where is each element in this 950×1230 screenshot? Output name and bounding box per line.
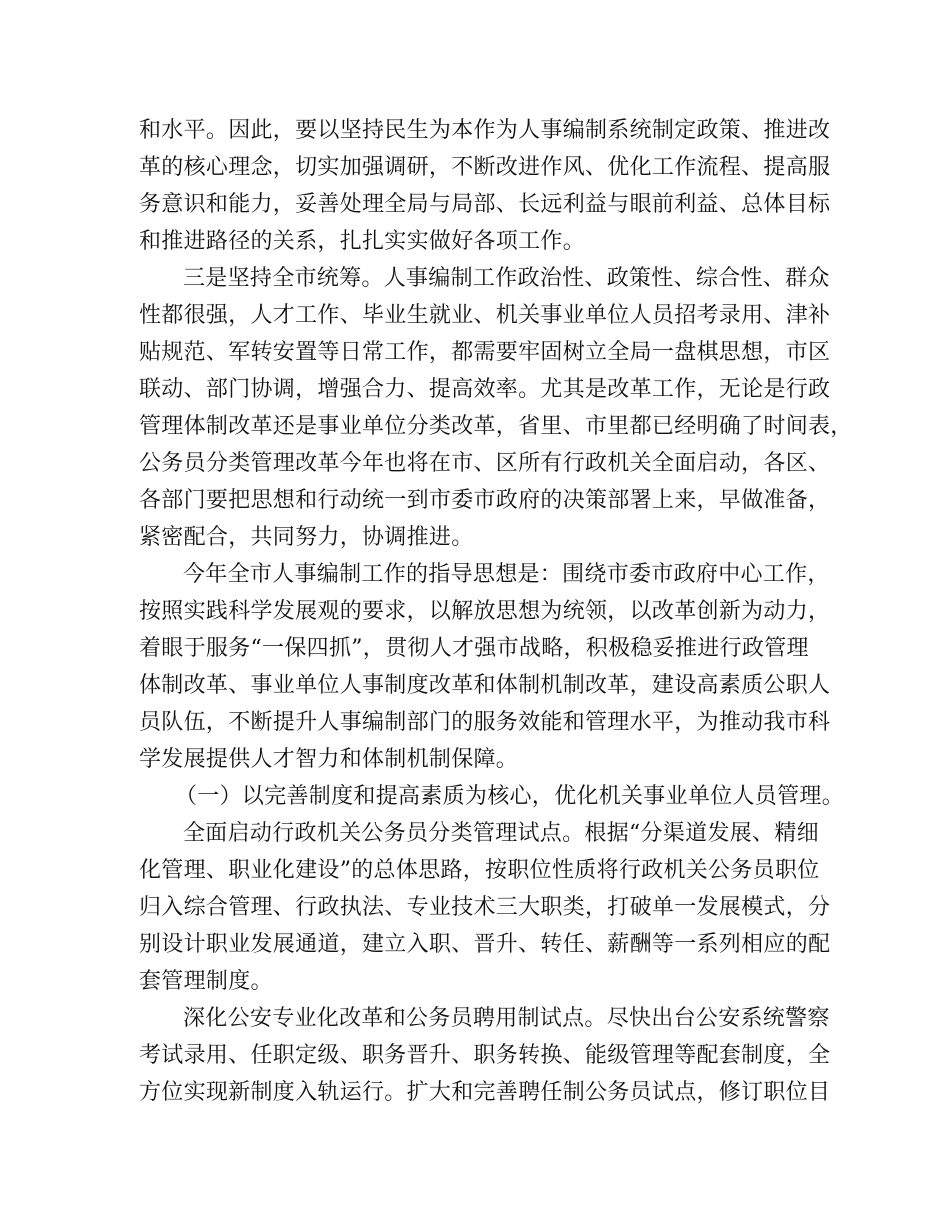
paragraph-line: 方位实现新制度入轨运行。扩大和完善聘任制公务员试点，修订职位目 [139,1080,831,1105]
paragraph-line: 三是坚持全市统筹。人事编制工作政治性、政策性、综合性、群众 [183,266,830,291]
paragraph-line: 贴规范、军转安置等日常工作，都需要牢固树立全局一盘棋思想，市区 [139,340,831,365]
paragraph-line: 和推进路径的关系，扎扎实实做好各项工作。 [139,229,586,254]
paragraph-line: 套管理制度。 [139,969,273,994]
paragraph-line: 革的核心理念，切实加强调研，不断改进作风、优化工作流程、提高服 [139,155,831,180]
paragraph-line: 和水平。因此，要以坚持民生为本作为人事编制系统制定政策、推进改 [139,118,831,143]
paragraph-line: 联动、部门协调，增强合力、提高效率。尤其是改革工作，无论是行政 [139,377,831,402]
paragraph-line: 体制改革、事业单位人事制度改革和体制机制改革，建设高素质公职人 [139,673,831,698]
paragraph-line: 化管理、职业化建设”的总体思路，按职位性质将行政机关公务员职位 [139,858,820,883]
paragraph-line: 管理体制改革还是事业单位分类改革，省里、市里都已经明确了时间表， [139,414,853,439]
paragraph-line: 按照实践科学发展观的要求，以解放思想为统领，以改革创新为动力， [139,599,831,624]
paragraph-line: 着眼于服务“一保四抓”，贯彻人才强市战略，积极稳妥推进行政管理 [139,636,809,661]
paragraph-line: 务意识和能力，妥善处理全局与局部、长远利益与眼前利益、总体目标 [139,192,831,217]
document-body [139,112,853,1111]
paragraph-line: 员队伍，不断提升人事编制部门的服务效能和管理水平，为推动我市科 [139,710,831,735]
paragraph-line: 各部门要把思想和行动统一到市委市政府的决策部署上来，早做准备， [139,488,831,513]
paragraph-line: 深化公安专业化改革和公务员聘用制试点。尽快出台公安系统警察 [183,1006,830,1031]
paragraph-line: 性都很强，人才工作、毕业生就业、机关事业单位人员招考录用、津补 [139,303,831,328]
paragraph-line: 今年全市人事编制工作的指导思想是：围绕市委市政府中心工作， [183,562,830,587]
paragraph-line: 全面启动行政机关公务员分类管理试点。根据“分渠道发展、精细 [183,821,819,846]
section-heading: （一）以完善制度和提高素质为核心，优化机关事业单位人员管理。 [175,784,845,809]
paragraph-line: 学发展提供人才智力和体制机制保障。 [139,747,519,772]
paragraph-line: 紧密配合，共同努力，协调推进。 [139,525,474,550]
paragraph-line: 考试录用、任职定级、职务晋升、职务转换、能级管理等配套制度，全 [139,1043,831,1068]
paragraph-line: 别设计职业发展通道，建立入职、晋升、转任、薪酬等一系列相应的配 [139,932,831,957]
paragraph-line: 归入综合管理、行政执法、专业技术三大职类，打破单一发展模式，分 [139,895,831,920]
paragraph-line: 公务员分类管理改革今年也将在市、区所有行政机关全面启动，各区、 [139,451,831,476]
